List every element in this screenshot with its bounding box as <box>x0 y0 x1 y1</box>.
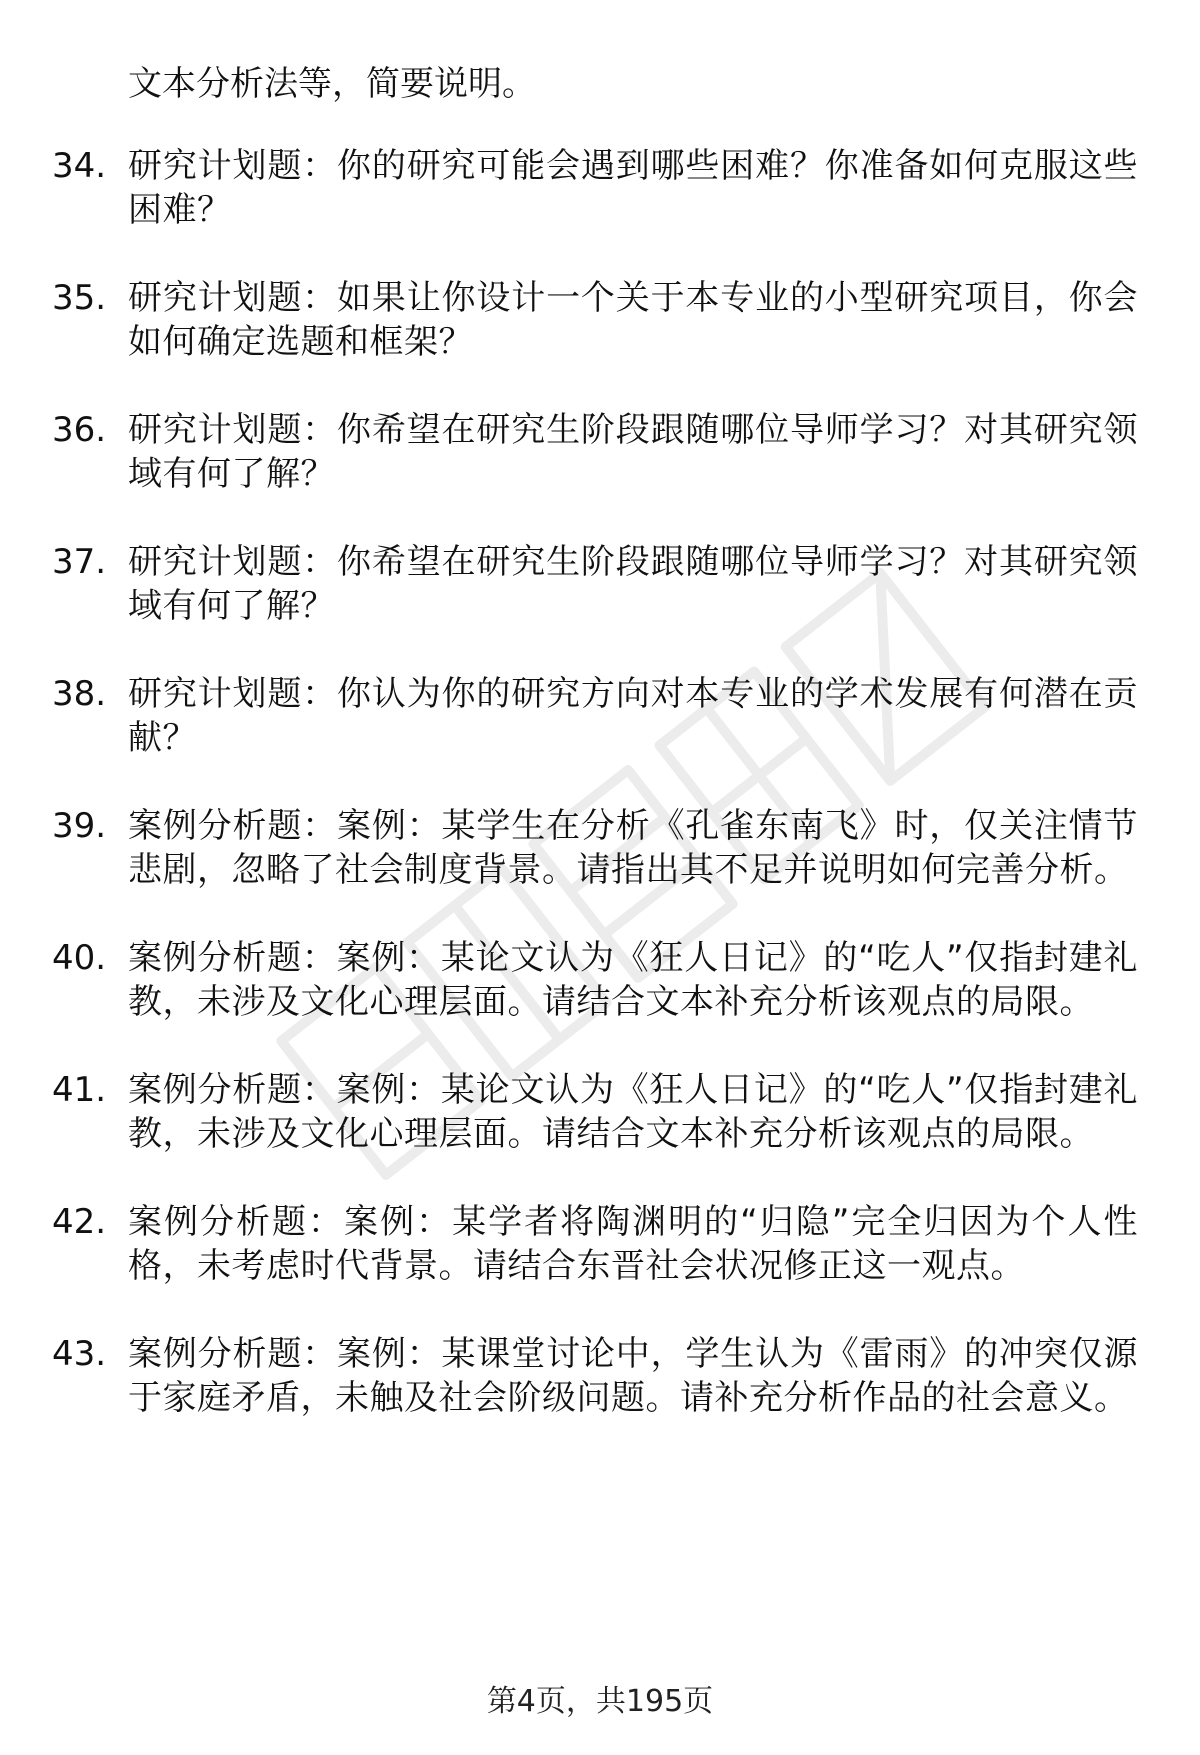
question-text: 案例分析题：案例：某论文认为《狂人日记》的“吃人”仅指封建礼教，未涉及文化心理层面。请结合文本补充分析该观点的局限。 <box>128 1070 1138 1154</box>
question-text: 案例分析题：案例：某学生在分析《孔雀东南飞》时，仅关注情节悲剧，忽略了社会制度背景。请指出其不足并说明如何完善分析。 <box>128 806 1138 890</box>
question-number: 39. <box>52 806 107 846</box>
question-text: 研究计划题：你希望在研究生阶段跟随哪位导师学习？对其研究领域有何了解？ <box>128 410 1138 494</box>
question-item <box>0 804 1200 892</box>
question-item <box>0 1332 1200 1420</box>
question-number: 42. <box>52 1202 107 1242</box>
question-item <box>0 936 1200 1024</box>
question-number: 37. <box>52 542 107 582</box>
question-text: 研究计划题：你认为你的研究方向对本专业的学术发展有何潜在贡献？ <box>128 674 1138 758</box>
question-number: 35. <box>52 278 107 318</box>
question-item <box>0 1200 1200 1288</box>
question-item <box>0 276 1200 364</box>
question-item <box>0 1068 1200 1156</box>
question-text: 研究计划题：你的研究可能会遇到哪些困难？你准备如何克服这些困难？ <box>128 146 1138 230</box>
question-number: 43. <box>52 1334 107 1374</box>
question-number: 41. <box>52 1070 107 1110</box>
question-number: 36. <box>52 410 107 450</box>
question-item <box>0 540 1200 628</box>
question-item <box>0 672 1200 760</box>
question-item <box>0 408 1200 496</box>
question-number: 40. <box>52 938 107 978</box>
question-number: 38. <box>52 674 107 714</box>
question-text: 案例分析题：案例：某学者将陶渊明的“归隐”完全归因为个人性格，未考虑时代背景。请结合东晋社会状况修正这一观点。 <box>128 1202 1138 1286</box>
question-item <box>0 144 1200 232</box>
question-text: 研究计划题：你希望在研究生阶段跟随哪位导师学习？对其研究领域有何了解？ <box>128 542 1138 626</box>
question-text: 案例分析题：案例：某论文认为《狂人日记》的“吃人”仅指封建礼教，未涉及文化心理层面。请结合文本补充分析该观点的局限。 <box>128 938 1138 1022</box>
question-text: 研究计划题：如果让你设计一个关于本专业的小型研究项目，你会如何确定选题和框架？ <box>128 278 1138 362</box>
lead-text-continuation: 文本分析法等，简要说明。 <box>128 64 536 104</box>
page-footer: 第4页，共195页 <box>486 1684 714 1719</box>
question-text: 案例分析题：案例：某课堂讨论中，学生认为《雷雨》的冲突仅源于家庭矛盾，未触及社会阶级问题。请补充分析作品的社会意义。 <box>128 1334 1138 1418</box>
question-list <box>0 144 1200 1464</box>
question-number: 34. <box>52 146 107 186</box>
